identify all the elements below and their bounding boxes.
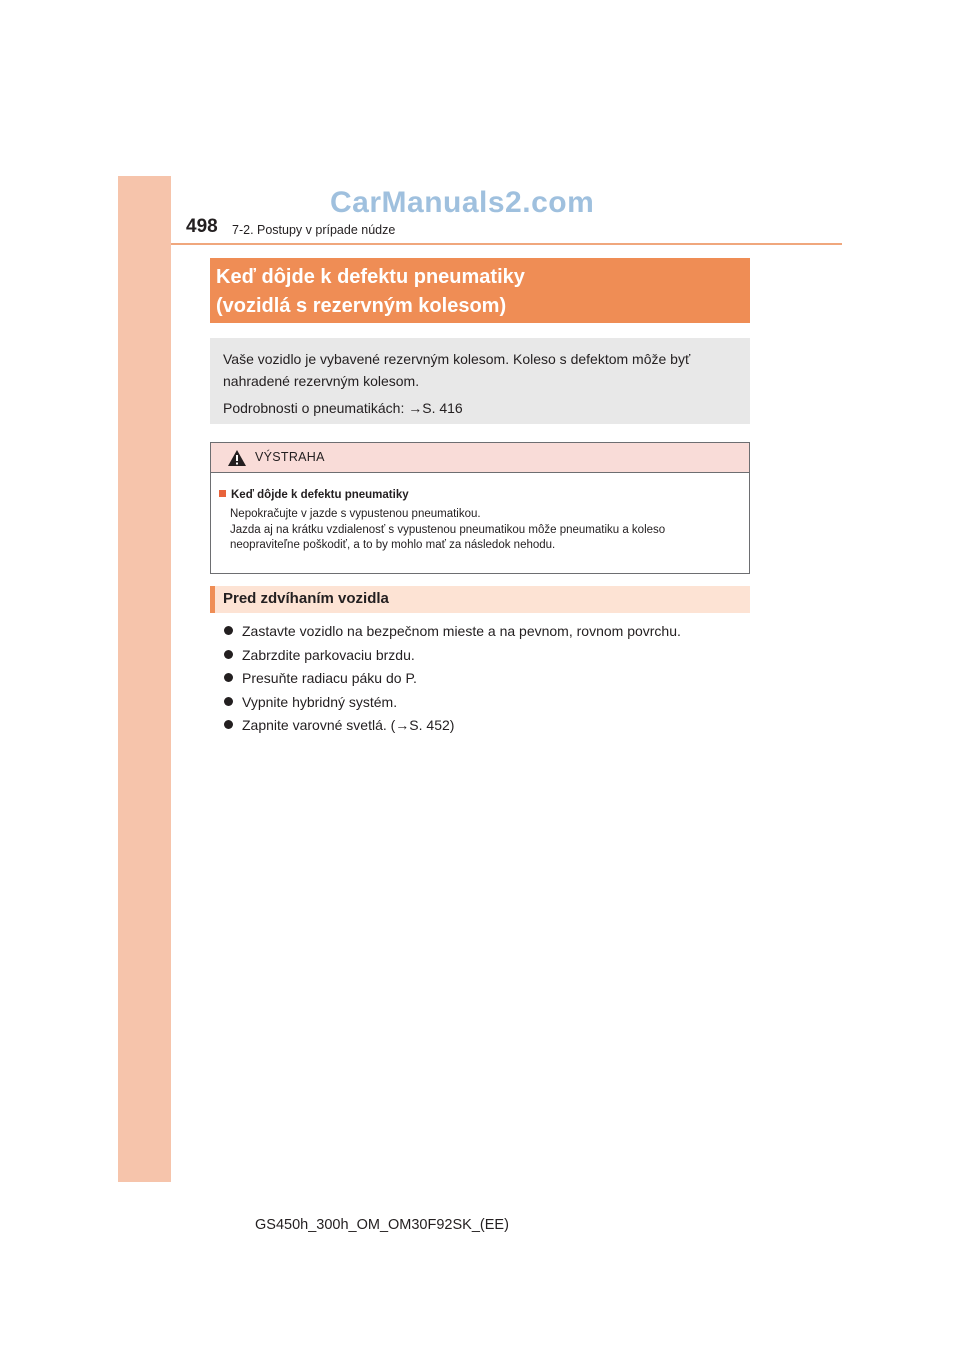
list-item-text: Zabrzdite parkovaciu brzdu. (242, 646, 415, 663)
page-title (210, 258, 750, 323)
page-number: 498 (186, 216, 218, 237)
warning-line3: neopraviteľne poškodiť, a to by mohlo mať za následok nehodu. (230, 539, 556, 551)
square-bullet-icon (219, 490, 226, 497)
list-item (224, 621, 681, 645)
bullet-icon (224, 626, 233, 635)
warning-header (211, 443, 749, 473)
steps-list (224, 621, 681, 739)
section-title: 7-2. Postupy v prípade núdze (232, 223, 396, 237)
list-item (224, 668, 681, 692)
document-code: GS450h_300h_OM_OM30F92SK_(EE) (255, 1217, 509, 1233)
list-item (224, 715, 681, 739)
page-title-line2: (vozidlá s rezervným kolesom) (216, 295, 507, 317)
warning-body (211, 473, 749, 554)
watermark: CarManuals2.com (330, 186, 595, 219)
warning-subheading (219, 487, 749, 503)
intro-box (210, 338, 750, 424)
bullet-icon (224, 720, 233, 729)
section-heading: Pred zdvíhaním vozidla (210, 586, 750, 613)
chapter-sidebar (118, 176, 171, 1182)
intro-line1: Vaše vozidlo je vybavené rezervným kolesom. Koleso s defektom môže byť (223, 351, 691, 367)
warning-box (210, 442, 750, 574)
warning-line2: Jazda aj na krátku vzdialenosť s vypustenou pneumatikou môže pneumatiku a koleso (230, 523, 666, 536)
bullet-icon (224, 673, 233, 682)
bullet-icon (224, 697, 233, 706)
warning-triangle-icon (227, 449, 247, 472)
intro-line2: nahradené rezervným kolesom. (223, 373, 420, 389)
header-divider (171, 243, 842, 245)
warning-text (219, 507, 749, 554)
warning-line1: Nepokračujte v jazde s vypustenou pneumatikou. (230, 508, 481, 520)
warning-subheading-text: Keď dôjde k defektu pneumatiky (231, 489, 409, 501)
list-item-text: Vypnite hybridný systém. (242, 693, 398, 710)
warning-label: VÝSTRAHA (255, 450, 325, 464)
list-item (224, 692, 681, 716)
bullet-icon (224, 650, 233, 659)
list-item (224, 645, 681, 669)
list-item-text: Presuňte radiacu páku do P. (242, 670, 417, 686)
page-title-line1: Keď dôjde k defektu pneumatiky (216, 266, 525, 288)
list-item-text: Zastavte vozidlo na bezpečnom mieste a na pevnom, rovnom povrchu. (242, 623, 681, 639)
list-item-text: Zapnite varovné svetlá. (→S. 452) (242, 717, 455, 733)
intro-reference: Podrobnosti o pneumatikách: →S. 416 (223, 400, 463, 416)
